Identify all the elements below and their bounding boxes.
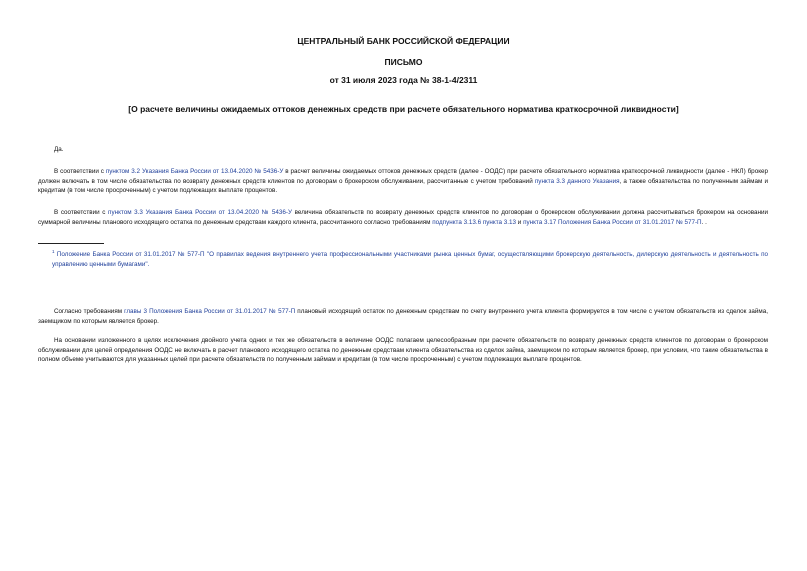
document-number: от 31 июля 2023 года № 38-1-4/2311 bbox=[329, 75, 478, 85]
text: , а также обязательства по полученным займам и кредитам (в том числе просроченным) с учетом подлежащих выплате процентов. bbox=[38, 177, 768, 195]
issuer-heading: ЦЕНТРАЛЬНЫЙ БАНК РОССИЙСКОЙ ФЕДЕРАЦИИ bbox=[297, 36, 510, 46]
document-subject: [О расчете величины ожидаемых оттоков денежных средств при расчете обязательного норматива краткосрочной ликвидности] bbox=[128, 104, 679, 114]
text: величина обязательств по возврату денежных средств клиентов по договорам о брокерском обслуживании должна рассчитываться брокером на основании суммарной величины планового исходящего остатка по денежным средствам каждого клиента, рассчитанного согласно требованиям bbox=[38, 209, 768, 226]
text: Согласно требованиям bbox=[54, 308, 125, 315]
footnote[interactable] bbox=[52, 250, 768, 269]
text: В соответствии с bbox=[54, 209, 109, 216]
link-decree-3-2[interactable]: пунктом 3.2 Указания Банка России от 13.04.2020 № 5436-У bbox=[105, 168, 284, 175]
text: и bbox=[516, 218, 524, 226]
paragraph-2 bbox=[38, 208, 768, 227]
text: плановый исходящий остаток по денежным средствам по счету внутреннего учета клиента формируется в том числе с учетом обязательств из сделок займа, заемщиком по которым является брокер. bbox=[38, 308, 768, 325]
text: В соответствии с bbox=[54, 168, 106, 175]
link-decree-3-3[interactable]: пунктом 3.3 Указания Банка России от 13.04.2020 № 5436-У bbox=[108, 209, 292, 216]
paragraph-3 bbox=[38, 307, 768, 326]
paragraph-1 bbox=[38, 167, 768, 196]
link-point-3-17[interactable]: пункта 3.17 Положения Банка России от 31.01.2017 № 577-П bbox=[523, 218, 702, 226]
document-type: ПИСЬМО bbox=[384, 57, 423, 67]
link-decree-3-3[interactable]: пункта 3.3 данного Указания bbox=[534, 177, 620, 185]
paragraph-answer: Да. bbox=[54, 146, 64, 153]
text: в расчет величины ожидаемых оттоков денежных средств (далее - ООДС) при расчете обязательного норматива краткосрочной ликвидности (далее - НКЛ) брокер должен включать в том числе обязательства по возврату денежных средств клиентов по договорам о брокерском обслуживании, рассчитанные с учетом требований bbox=[38, 168, 769, 185]
footnote-divider bbox=[38, 243, 104, 244]
paragraph-4: На основании изложенного в целях исключения двойного учета одних и тех же обязательств в величине ООДС полагаем целесообразным при расчете обязательств по возврату денежных средств клиентов по договорам о брокерском обслуживании для целей определения ООДС не включать в расчет планового исходящего остатка по денежным средствам клиента обязательства из сделок займа, заемщиком по которым является брокер, при условии, что такие обязательства в полном объеме учитываются для указанных целей при расчете обязательств по полученным займам и кредитам (в том числе просроченным) с учетом подлежащих выплате процентов. bbox=[38, 337, 768, 364]
footnote-text: Положение Банка России от 31.01.2017 № 577-П "О правилах ведения внутреннего учета профессиональными участниками рынка ценных бумаг, осуществляющими брокерскую деятельность, дилерскую деятельность и деятельность по управлению ценными бумагами". bbox=[52, 251, 768, 268]
link-subpoint-3-13-6[interactable]: подпункта 3.13.6 пункта 3.13 bbox=[432, 218, 517, 226]
footnote-mark: 1 bbox=[52, 248, 55, 254]
link-chapter-3[interactable]: главы 3 Положения Банка России от 31.01.2017 № 577-П bbox=[124, 308, 296, 315]
text: . . bbox=[701, 218, 707, 226]
